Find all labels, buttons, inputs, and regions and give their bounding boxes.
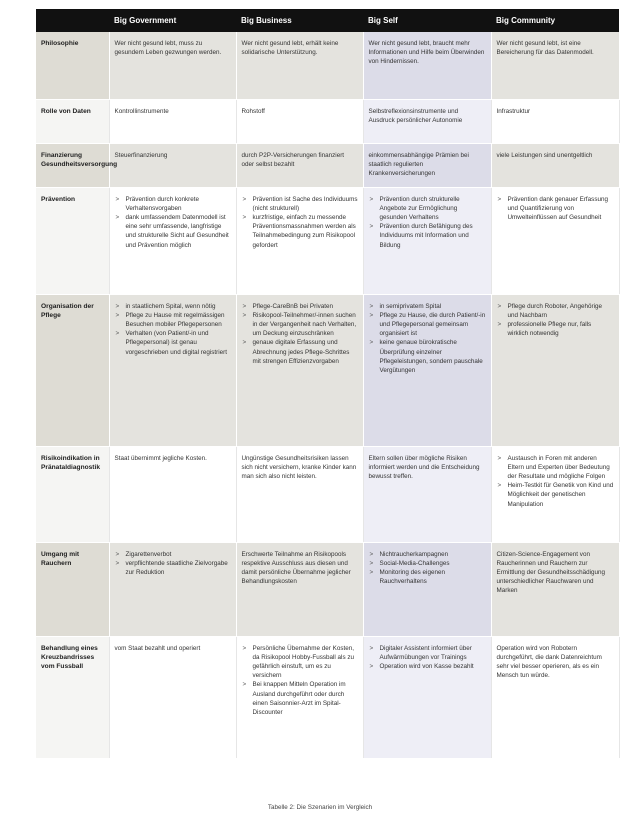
header-big-self: Big Self (363, 9, 491, 32)
cell-big-government (109, 143, 236, 187)
list-item: > Nichtraucherkampagnen (380, 550, 486, 559)
cell-text: Operation wird von Robotern durchgeführt, die dank Datenreichtum sehr viel besser operieren, als es ein Mensch tun würde. (496, 644, 602, 680)
cell-big-community (491, 636, 619, 758)
list-item: > Austausch in Foren mit anderen Eltern und Experten über Bedeutung der Resultate und mögliche Folgen (508, 454, 614, 482)
list-item: > Pflege zu Hause mit regelmässigen Besuchen mobiler Pflegepersonen (126, 311, 231, 329)
cell-big-business (236, 32, 363, 99)
cell-big-self (363, 636, 491, 758)
cell-text: Wer nicht gesund lebt, muss zu gesundem Leben gezwungen werden. (114, 40, 222, 57)
table-row-rolle-von-daten (36, 99, 619, 143)
bullet-list (115, 195, 231, 250)
cell-text: Wer nicht gesund lebt, erhält keine solidarische Unterstützung. (241, 40, 339, 57)
cell-big-community (491, 446, 619, 542)
cell-big-business (236, 636, 363, 758)
cell-text: Rohstoff (241, 107, 265, 115)
cell-big-community (491, 32, 619, 99)
list-item: > genaue digitale Erfassung und Abrechnung jedes Pflege-Schrittes mit strengen Effizienzvorgaben (253, 338, 358, 366)
list-item: > Prävention ist Sache des Individuums (nicht strukturell) (253, 195, 358, 213)
table-row-philosophie (36, 32, 619, 99)
cell-big-community (491, 99, 619, 143)
cell-big-community (491, 294, 619, 446)
cell-big-government (109, 32, 236, 99)
cell-text: Selbstreflexionsinstrumente und Ausdruck persönlicher Autonomie (368, 107, 463, 124)
bullet-list (497, 302, 614, 339)
cell-text: Wer nicht gesund lebt, ist eine Bereicherung für das Datenmodell. (496, 40, 594, 57)
bullet-list (242, 302, 358, 366)
header-cell-empty (36, 9, 109, 32)
list-item: > Monitoring des eigenen Rauchverhaltens (380, 568, 486, 586)
cell-text: Wer nicht gesund lebt, braucht mehr Informationen und Hilfe beim Überwinden von Hindernissen. (368, 40, 485, 66)
cell-text: Eltern sollen über mögliche Risiken informiert werden und die Entscheidung bewusst treffen. (368, 454, 480, 480)
table-row-praevention (36, 187, 619, 294)
list-item: > verpflichtende staatliche Zielvorgabe zur Reduktion (126, 559, 231, 577)
list-item: > Prävention durch konkrete Verhaltensvorgaben (126, 195, 231, 213)
row-label: Rolle von Daten (36, 99, 109, 143)
list-item: > Verhalten (von Patient/-in und Pflegepersonal) ist genau vorgeschrieben und digital registriert (126, 329, 231, 357)
bullet-list (369, 302, 486, 376)
cell-big-government (109, 187, 236, 294)
table-row-finanzierung (36, 143, 619, 187)
row-label: Risikoindikation in Pränataldiagnostik (36, 446, 109, 542)
list-item: > Pflege zu Hause, die durch Patient/-in und Pflegepersonal gemeinsam organisiert ist (380, 311, 486, 339)
header-big-community: Big Community (491, 9, 619, 32)
list-item: > Pflege-CareBnB bei Privaten (253, 302, 358, 311)
row-label: Behandlung eines Kreuzbandrisses vom Fussball (36, 636, 109, 758)
cell-text: Steuerfinanzierung (114, 151, 168, 159)
bullet-list (369, 195, 486, 250)
bullet-list (242, 644, 358, 718)
table-caption: Tabelle 2: Die Szenarien im Vergleich (267, 804, 373, 811)
list-item: > Pflege durch Roboter, Angehörige und Nachbarn (508, 302, 614, 320)
bullet-list (497, 195, 614, 223)
bullet-list (497, 454, 614, 509)
bullet-list (242, 195, 358, 250)
cell-text: Erschwerte Teilnahme an Risikopools respektive Ausschluss aus diesen und damit persönliche Übernahme jeglicher Behandlungskosten (241, 550, 351, 586)
list-item: > dank umfassendem Datenmodell ist eine sehr umfassende, langfristige und strukturelle Sicht auf Gesundheit und Prävention möglich (126, 213, 231, 250)
cell-big-self (363, 294, 491, 446)
cell-text: Kontrollinstrumente (114, 107, 169, 115)
list-item: > Risikopool-Teilnehmer/-innen suchen in der Vergangenheit nach Verhalten, um Deckung einzuschränken (253, 311, 358, 339)
list-item: > Digitaler Assistent informiert über Aufwärmübungen vor Trainings (380, 644, 486, 662)
cell-big-self (363, 99, 491, 143)
row-label: Philosophie (36, 32, 109, 99)
cell-text: durch P2P-Versicherungen finanziert oder selbst bezahlt (241, 151, 345, 168)
cell-text: Ungünstige Gesundheitsrisiken lassen sich nicht versichern, kranke Kinder kann man sich also nicht leisten. (241, 454, 357, 480)
row-label: Organisation der Pflege (36, 294, 109, 446)
cell-big-business (236, 446, 363, 542)
cell-big-government (109, 542, 236, 636)
table-row-risikoindikation (36, 446, 619, 542)
cell-big-self (363, 542, 491, 636)
cell-text: Staat übernimmt jegliche Kosten. (114, 454, 207, 462)
cell-big-community (491, 187, 619, 294)
list-item: > Operation wird von Kasse bezahlt (380, 662, 486, 671)
table-header-row (36, 9, 619, 32)
cell-text: Citizen-Science-Engagement von Raucherinnen und Rauchern zur Ermittlung der Gesundheitsschädigung unterschiedlicher Rauchwaren und Marken (496, 550, 606, 595)
list-item: > kurzfristige, einfach zu messende Präventionsmassnahmen werden als Teilnahmebedingung zum Risikopool gefordert (253, 213, 358, 250)
bullet-list (369, 644, 486, 672)
cell-big-community (491, 542, 619, 636)
scenario-comparison-table (36, 9, 620, 759)
cell-big-government (109, 636, 236, 758)
header-big-government: Big Government (109, 9, 236, 32)
list-item: > Bei knappen Mitteln Operation im Ausland durchgeführt oder durch einen Saisonnier-Arzt im Spital-Discounter (253, 680, 358, 717)
cell-text: einkommensabhängige Prämien bei staatlich regulierten Krankenversicherungen (368, 151, 469, 177)
cell-text: vom Staat bezahlt und operiert (114, 644, 201, 652)
table-row-behandlung-kreuzbandriss (36, 636, 619, 758)
list-item: > keine genaue bürokratische Überprüfung einzelner Pflegeleistungen, sondern pauschale Vergütungen (380, 338, 486, 375)
list-item: > in semiprivatem Spital (380, 302, 486, 311)
cell-big-government (109, 294, 236, 446)
bullet-list (115, 302, 231, 357)
cell-big-community (491, 143, 619, 187)
cell-big-business (236, 143, 363, 187)
list-item: > in staatlichem Spital, wenn nötig (126, 302, 231, 311)
list-item: > Prävention dank genauer Erfassung und Quantifizierung von Umwelteinflüssen auf Gesundheit (508, 195, 614, 223)
cell-big-self (363, 446, 491, 542)
row-label: Prävention (36, 187, 109, 294)
list-item: > Prävention durch Befähigung des Individuums mit Information und Bildung (380, 222, 486, 250)
header-big-business: Big Business (236, 9, 363, 32)
bullet-list (369, 550, 486, 587)
list-item: > Zigarettenverbot (126, 550, 231, 559)
list-item: > Social-Media-Challenges (380, 559, 486, 568)
row-label: Finanzierung Gesundheitsversorgung (36, 143, 109, 187)
cell-big-government (109, 99, 236, 143)
list-item: > Heim-Testkit für Genetik von Kind und Möglichkeit der genetischen Manipulation (508, 481, 614, 509)
cell-big-business (236, 542, 363, 636)
cell-big-business (236, 99, 363, 143)
list-item: > Prävention durch strukturelle Angebote zur Ermöglichung gesunden Verhaltens (380, 195, 486, 223)
cell-big-self (363, 143, 491, 187)
cell-text: Infrastruktur (496, 107, 531, 115)
cell-big-self (363, 32, 491, 99)
cell-big-business (236, 187, 363, 294)
bullet-list (115, 550, 231, 578)
cell-big-business (236, 294, 363, 446)
table-row-organisation-pflege (36, 294, 619, 446)
list-item: > professionelle Pflege nur, falls wirklich notwendig (508, 320, 614, 338)
list-item: > Persönliche Übernahme der Kosten, da Risikopool Hobby-Fussball als zu gefährlich einstuft, um es zu versichern (253, 644, 358, 681)
cell-big-self (363, 187, 491, 294)
row-label: Umgang mit Rauchern (36, 542, 109, 636)
cell-text: viele Leistungen sind unentgeltlich (496, 151, 593, 159)
table-row-umgang-rauchern (36, 542, 619, 636)
cell-big-government (109, 446, 236, 542)
